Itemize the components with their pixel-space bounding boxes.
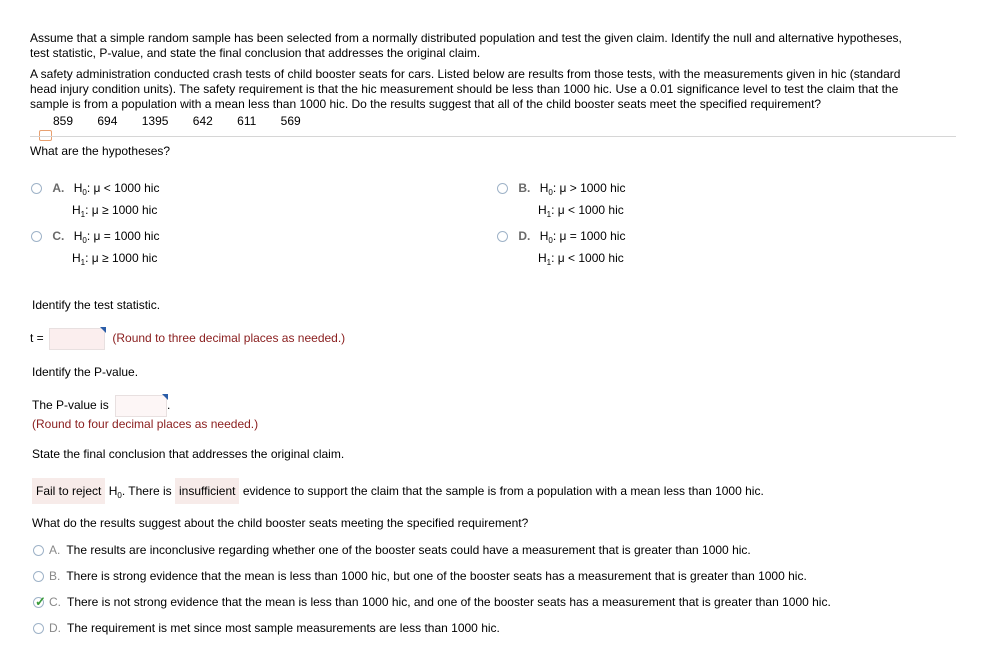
scenario-line-1: A safety administration conducted crash tests of child booster seats for cars. Listed below are results from those tests, with the measurements given in hic (standard: [30, 67, 901, 81]
h0-subscript: 0: [548, 188, 553, 197]
h1-symbol: H: [72, 251, 81, 265]
h0-symbol: H: [73, 229, 83, 243]
h1-relation: : μ ≥ 1000 hic: [85, 251, 158, 265]
h0-symbol: H: [108, 484, 118, 498]
conclusion-question: State the final conclusion that addresses the original claim.: [32, 447, 345, 461]
h0-relation: : μ > 1000 hic: [552, 181, 626, 195]
data-value: 1395: [141, 114, 169, 128]
radio-icon[interactable]: [33, 545, 44, 556]
option-letter: B.: [49, 569, 61, 583]
option-text: There is strong evidence that the mean is less than 1000 hic, but one of the booster seats has a measurement that is greater than 1000 hic.: [66, 569, 807, 583]
h1-symbol: H: [538, 203, 547, 217]
instructions-line-2: test statistic, P-value, and state the final conclusion that addresses the original claim.: [30, 46, 481, 60]
t-input[interactable]: [49, 328, 105, 350]
radio-icon[interactable]: [31, 183, 42, 194]
hypotheses-question: What are the hypotheses?: [30, 144, 171, 158]
hypothesis-option-a[interactable]: [31, 178, 159, 222]
h1-relation: : μ < 1000 hic: [551, 251, 624, 265]
h1-subscript: 1: [546, 258, 552, 267]
h0-symbol: H: [73, 181, 83, 195]
data-value: 694: [97, 114, 118, 128]
h1-subscript: 1: [80, 258, 86, 267]
input-marker-icon: [100, 327, 106, 333]
option-letter: B.: [518, 181, 531, 195]
instructions: [30, 31, 960, 61]
h1-subscript: 1: [546, 210, 552, 219]
conclusion-sentence: [32, 478, 764, 504]
hypothesis-option-c[interactable]: [31, 226, 159, 270]
scenario-line-3: sample is from a population with a mean less than 1000 hic. Do the results suggest that all of the child booster seats meet the specified requirement?: [30, 97, 822, 111]
decision-dropdown[interactable]: Fail to reject: [32, 478, 105, 504]
evidence-dropdown[interactable]: insufficient: [175, 478, 239, 504]
radio-icon[interactable]: [33, 571, 44, 582]
option-letter: D.: [518, 229, 531, 243]
scenario-text: [30, 67, 960, 112]
t-rounding-hint: (Round to three decimal places as needed.): [112, 331, 346, 346]
suggestion-option-b[interactable]: [33, 568, 807, 584]
option-letter: D.: [49, 621, 61, 635]
t-label: t =: [30, 331, 44, 346]
test-statistic-question: Identify the test statistic.: [32, 298, 161, 312]
h1-symbol: H: [538, 251, 547, 265]
p-value-input[interactable]: [115, 395, 167, 417]
p-value-label: The P-value is: [32, 398, 109, 413]
radio-icon[interactable]: [497, 231, 508, 242]
h0-symbol: H: [539, 229, 549, 243]
suggestion-option-a[interactable]: [33, 542, 751, 558]
h1-relation: : μ ≥ 1000 hic: [85, 203, 158, 217]
p-value-row: [32, 395, 170, 417]
option-text: The requirement is met since most sample measurements are less than 1000 hic.: [67, 621, 500, 635]
h0-subscript: 0: [82, 236, 87, 245]
option-letter: A.: [52, 181, 65, 195]
suggestion-question: What do the results suggest about the child booster seats meeting the specified requirement?: [32, 516, 529, 530]
conclusion-mid-text: . There is: [121, 484, 172, 498]
data-value: 569: [280, 114, 301, 128]
h1-relation: : μ < 1000 hic: [551, 203, 624, 217]
h0-relation: : μ = 1000 hic: [552, 229, 626, 243]
checked-radio-icon[interactable]: ✓: [35, 594, 46, 610]
suggestion-option-d[interactable]: [33, 620, 500, 636]
option-letter: C.: [52, 229, 65, 243]
instructions-line-1: Assume that a simple random sample has been selected from a normally distributed population and test the given claim. Identify the null and alternative hypotheses,: [30, 31, 902, 45]
radio-icon[interactable]: [31, 231, 42, 242]
h1-symbol: H: [72, 203, 81, 217]
data-value: 642: [192, 114, 213, 128]
scenario-line-2: head injury condition units). The safety requirement is that the hic measurement should be less than 1000 hic. Use a 0.01 significance level to test the claim that the: [30, 82, 899, 96]
input-marker-icon: [162, 394, 168, 400]
h0-symbol: H: [539, 181, 549, 195]
h0-relation: : μ < 1000 hic: [86, 181, 160, 195]
option-letter: A.: [49, 543, 61, 557]
p-value-period: .: [167, 398, 171, 413]
data-value: 859: [53, 114, 74, 128]
hypothesis-option-d[interactable]: [497, 226, 625, 270]
radio-icon[interactable]: [33, 623, 44, 634]
radio-icon[interactable]: [497, 183, 508, 194]
h0-subscript: 0: [117, 491, 122, 500]
p-value-question: Identify the P-value.: [32, 365, 139, 379]
data-value: 611: [237, 114, 257, 128]
hypothesis-option-b[interactable]: [497, 178, 625, 222]
test-statistic-row: [30, 328, 345, 350]
h1-subscript: 1: [80, 210, 86, 219]
p-value-rounding-hint: (Round to four decimal places as needed.): [32, 417, 259, 431]
option-text: There is not strong evidence that the mean is less than 1000 hic, and one of the booster seats has a measurement that is greater than 1000 hic.: [67, 595, 831, 609]
suggestion-option-c[interactable]: [33, 594, 831, 610]
option-text: The results are inconclusive regarding whether one of the booster seats could have a measurement that is greater than 1000 hic.: [66, 543, 751, 557]
option-letter: C.: [49, 595, 61, 609]
h0-relation: : μ = 1000 hic: [86, 229, 160, 243]
conclusion-rest-text: evidence to support the claim that the sample is from a population with a mean less than 1000 hic.: [242, 484, 764, 498]
data-values-row: [53, 114, 324, 142]
divider: [30, 136, 956, 137]
h0-subscript: 0: [548, 236, 553, 245]
h0-subscript: 0: [82, 188, 87, 197]
